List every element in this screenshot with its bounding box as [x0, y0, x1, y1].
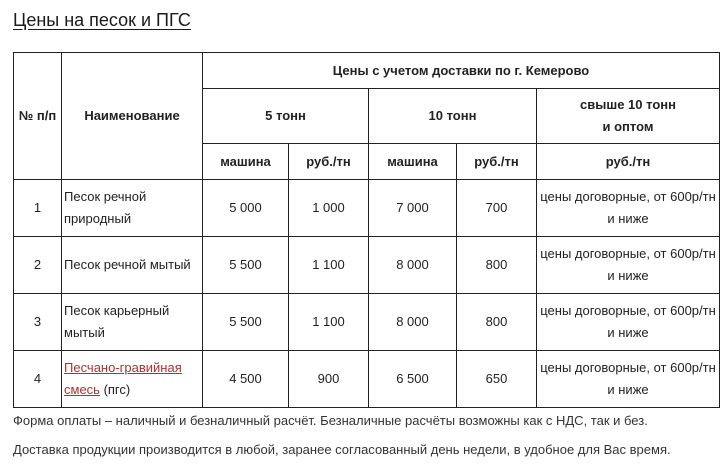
header-over-10-line1: свыше 10 тонн	[580, 97, 676, 112]
row-machine-10: 8 000	[369, 237, 457, 294]
payment-note: Форма оплаты – наличный и безналичный расчёт. Безналичные расчёты возможны как с НДС, так и без.	[13, 413, 648, 428]
row-rub-10: 700	[457, 180, 537, 237]
header-name: Наименование	[62, 53, 203, 180]
row-rub-5: 1 000	[289, 180, 369, 237]
header-5-tons: 5 тонн	[203, 89, 369, 144]
row-over: цены договорные, от 600р/тн и ниже	[537, 351, 720, 408]
row-over: цены договорные, от 600р/тн и ниже	[537, 237, 720, 294]
table-row	[14, 351, 720, 408]
row-rub-10: 650	[457, 351, 537, 408]
header-delivery: Цены с учетом доставки по г. Кемерово	[203, 53, 720, 89]
header-over-10-line2: и оптом	[602, 119, 654, 134]
header-machine-5: машина	[203, 144, 289, 180]
row-name: Песок речной природный	[62, 180, 203, 237]
row-num: 4	[14, 351, 62, 408]
row-rub-5: 1 100	[289, 294, 369, 351]
row-machine-10: 6 500	[369, 351, 457, 408]
header-rub-5: руб./тн	[289, 144, 369, 180]
header-num: № п/п	[14, 53, 62, 180]
row-num: 1	[14, 180, 62, 237]
row-num: 2	[14, 237, 62, 294]
table-row	[14, 180, 720, 237]
row-name-suffix: (пгс)	[99, 382, 131, 397]
row-machine-5: 4 500	[203, 351, 289, 408]
row-over: цены договорные, от 600р/тн и ниже	[537, 180, 720, 237]
delivery-note: Доставка продукции производится в любой, заранее согласованный день недели, в удобное для Вас время.	[13, 442, 671, 457]
row-machine-10: 8 000	[369, 294, 457, 351]
page-title: Цены на песок и ПГС	[13, 10, 191, 30]
row-machine-10: 7 000	[369, 180, 457, 237]
row-name: Песок речной мытый	[62, 237, 203, 294]
row-machine-5: 5 500	[203, 237, 289, 294]
header-rub-over: руб./тн	[537, 144, 720, 180]
row-name	[62, 351, 203, 408]
header-rub-10: руб./тн	[457, 144, 537, 180]
row-machine-5: 5 500	[203, 294, 289, 351]
header-machine-10: машина	[369, 144, 457, 180]
row-rub-10: 800	[457, 237, 537, 294]
table-row	[14, 237, 720, 294]
row-rub-5: 900	[289, 351, 369, 408]
row-machine-5: 5 000	[203, 180, 289, 237]
pgs-link[interactable]: Песчано-гравийная смесь	[64, 360, 182, 397]
row-rub-5: 1 100	[289, 237, 369, 294]
row-num: 3	[14, 294, 62, 351]
row-name: Песок карьерный мытый	[62, 294, 203, 351]
price-table	[13, 52, 720, 408]
header-over-10-tons	[537, 89, 720, 144]
table-row	[14, 294, 720, 351]
row-rub-10: 800	[457, 294, 537, 351]
row-over: цены договорные, от 600р/тн и ниже	[537, 294, 720, 351]
header-row-1	[14, 53, 720, 89]
header-10-tons: 10 тонн	[369, 89, 537, 144]
